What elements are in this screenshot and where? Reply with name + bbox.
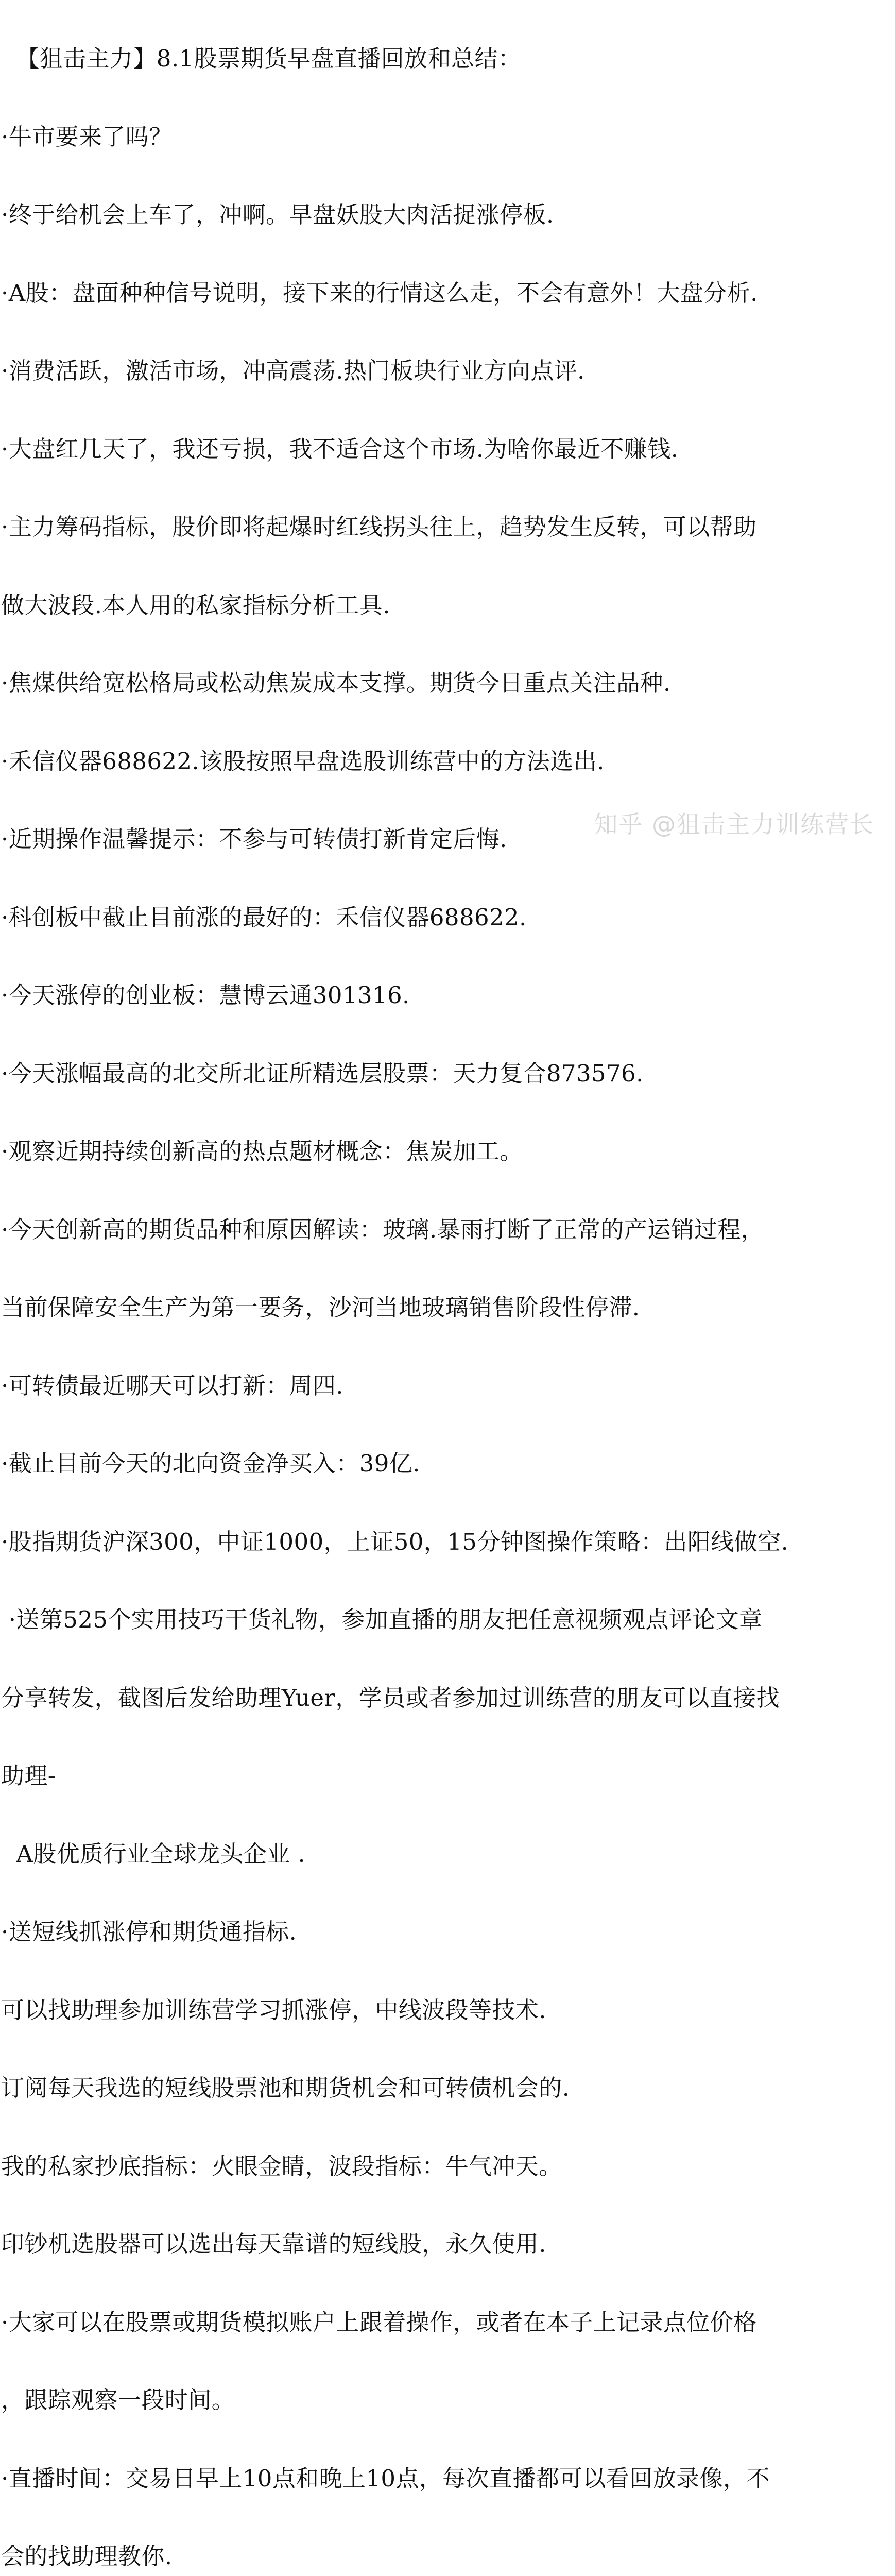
text-line: 会的找助理教你. (1, 2543, 173, 2570)
text-line: 可以找助理参加训练营学习抓涨停，中线波段等技术. (1, 1996, 546, 2024)
text-line: A股优质行业全球龙头企业 . (1, 1840, 306, 1868)
text-line: ·截止目前今天的北向资金净买入：39亿. (1, 1450, 420, 1477)
text-line: ·主力筹码指标，股价即将起爆时红线拐头往上，趋势发生反转，可以帮助 (1, 513, 757, 540)
zhihu-watermark: 知乎 @狙击主力训练营长 (594, 810, 874, 838)
text-line: ·近期操作温馨提示：不参与可转债打新肯定后悔. (1, 825, 507, 853)
text-line: ·大盘红几天了，我还亏损，我不适合这个市场.为啥你最近不赚钱. (1, 435, 679, 463)
document-title: 【狙击主力】8.1股票期货早盘直播回放和总结： (1, 45, 522, 72)
text-line: ，跟踪观察一段时间。 (1, 2386, 235, 2414)
text-line: ·消费活跃，激活市场，冲高震荡.热门板块行业方向点评. (1, 357, 585, 384)
text-line: ·今天涨幅最高的北交所北证所精选层股票：天力复合873576. (1, 1059, 644, 1087)
text-line: ·今天创新高的期货品种和原因解读：玻璃.暴雨打断了正常的产运销过程， (1, 1215, 765, 1243)
text-line: ·今天涨停的创业板：慧博云通301316. (1, 981, 410, 1009)
text-line: 分享转发，截图后发给助理Yuer，学员或者参加过训练营的朋友可以直接找 (1, 1684, 780, 1711)
text-line: ·焦煤供给宽松格局或松动焦炭成本支撑。期货今日重点关注品种. (1, 669, 671, 697)
text-line: 订阅每天我选的短线股票池和期货机会和可转债机会的. (1, 2074, 570, 2102)
text-line: ·直播时间：交易日早上10点和晚上10点，每次直播都可以看回放录像，不 (1, 2464, 770, 2492)
text-line: 我的私家抄底指标：火眼金睛，波段指标：牛气冲天。 (1, 2152, 562, 2180)
text-line: 助理- (1, 1762, 56, 1789)
text-line: ·终于给机会上车了，冲啊。早盘妖股大肉活捉涨停板. (1, 201, 554, 228)
text-line: ·送短线抓涨停和期货通指标. (1, 1918, 297, 1945)
text-line: ·禾信仪器688622.该股按照早盘选股训练营中的方法选出. (1, 747, 605, 775)
text-line: ·A股：盘面种种信号说明，接下来的行情这么走，不会有意外！大盘分析. (1, 279, 758, 307)
text-line: ·牛市要来了吗？ (1, 123, 173, 150)
text-line: 当前保障安全生产为第一要务，沙河当地玻璃销售阶段性停滞. (1, 1294, 640, 1321)
text-line: ·股指期货沪深300，中证1000，上证50，15分钟图操作策略：出阳线做空. (1, 1528, 789, 1555)
text-line: ·送第525个实用技巧干货礼物，参加直播的朋友把任意视频观点评论文章 (1, 1606, 763, 1633)
text-line: ·科创板中截止目前涨的最好的：禾信仪器688622. (1, 903, 527, 931)
text-line: ·观察近期持续创新高的热点题材概念：焦炭加工。 (1, 1138, 523, 1165)
text-line: ·大家可以在股票或期货模拟账户上跟着操作，或者在本子上记录点位价格 (1, 2308, 757, 2336)
text-line: ·可转债最近哪天可以打新：周四. (1, 1371, 344, 1399)
text-line: 印钞机选股器可以选出每天靠谱的短线股，永久使用. (1, 2230, 546, 2258)
text-line: 做大波段.本人用的私家指标分析工具. (1, 591, 390, 619)
